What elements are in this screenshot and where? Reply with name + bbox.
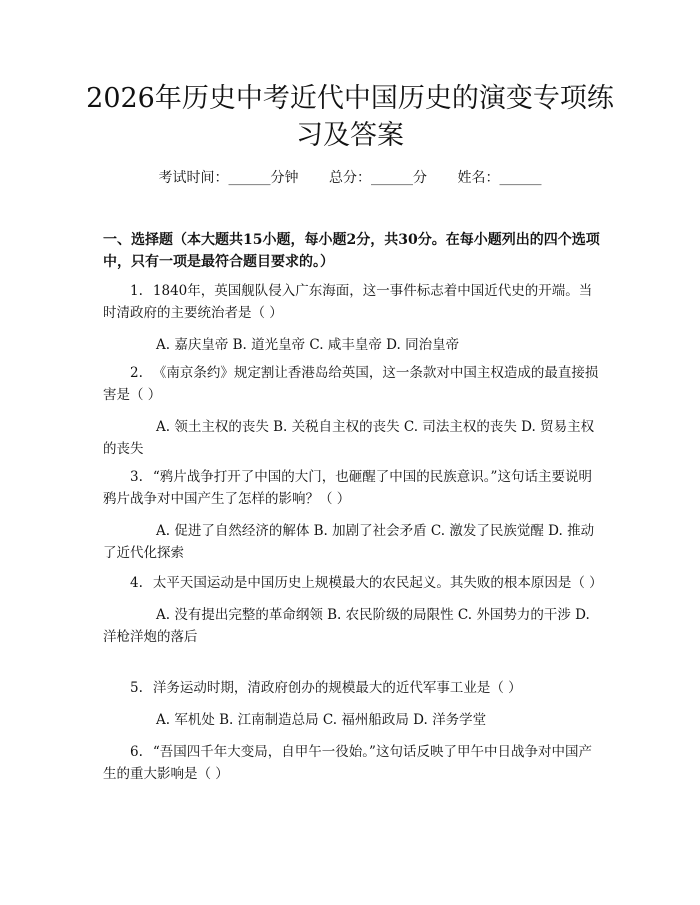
question-number: 3. <box>130 469 143 485</box>
question-number: 6. <box>130 744 143 760</box>
question-2 <box>103 362 603 460</box>
student-name-field: 姓名：______ <box>457 170 542 186</box>
question-3 <box>103 466 603 564</box>
question-text: 《南京条约》规定割让香港岛给英国，这一条款对中国主权造成的最直接损害是（ ） <box>103 365 599 403</box>
question-text: “鸦片战争打开了中国的大门，也砸醒了中国的民族意识。”这句话主要说明鸦片战争对中国产生了怎样的影响？（ ） <box>103 469 592 507</box>
question-text: 太平天国运动是中国历史上规模最大的农民起义。其失败的根本原因是（ ） <box>152 575 603 591</box>
question-stem <box>103 741 603 785</box>
total-score-field: 总分：______分 <box>329 170 427 186</box>
exam-info-line <box>0 168 700 188</box>
question-stem <box>103 362 603 406</box>
document-title: 2026年历史中考近代中国历史的演变专项练习及答案 <box>86 83 614 151</box>
question-5 <box>103 677 603 731</box>
question-stem <box>103 280 603 324</box>
question-1 <box>103 280 603 356</box>
question-text: 1840年，英国舰队侵入广东海面，这一事件标志着中国近代史的开端。当时清政府的主要统治者是（ ） <box>103 283 593 321</box>
question-number: 2. <box>130 365 143 381</box>
question-4 <box>103 572 603 648</box>
question-text: “吾国四千年大变局，自甲午一役始。”这句话反映了甲午中日战争对中国产生的重大影响是（ ） <box>103 744 592 782</box>
question-options: A. 军机处 B. 江南制造总局 C. 福州船政局 D. 洋务学堂 <box>156 712 487 728</box>
question-stem <box>103 466 603 510</box>
exam-time-field: 考试时间：______分钟 <box>158 170 299 186</box>
question-6 <box>103 741 603 785</box>
question-text: 洋务运动时期，清政府创办的规模最大的近代军事工业是（ ） <box>152 680 522 696</box>
question-stem <box>103 677 603 699</box>
question-number: 4. <box>130 575 143 591</box>
section-heading: 一、选择题（本大题共15小题，每小题2分，共30分。在每小题列出的四个选项中，只有一项是最符合题目要求的。） <box>103 232 600 270</box>
question-options: A. 促进了自然经济的解体 B. 加剧了社会矛盾 C. 激发了民族觉醒 D. 推动了近代化探索 <box>103 523 595 561</box>
question-number: 5. <box>130 680 143 696</box>
question-options: A. 没有提出完整的革命纲领 B. 农民阶级的局限性 C. 外国势力的干涉 D. 洋枪洋炮的落后 <box>103 607 590 645</box>
question-stem <box>103 572 603 594</box>
question-options: A. 嘉庆皇帝 B. 道光皇帝 C. 咸丰皇帝 D. 同治皇帝 <box>156 337 460 353</box>
question-number: 1. <box>130 283 143 299</box>
question-options: A. 领土主权的丧失 B. 关税自主权的丧失 C. 司法主权的丧失 D. 贸易主权的丧失 <box>103 419 595 457</box>
